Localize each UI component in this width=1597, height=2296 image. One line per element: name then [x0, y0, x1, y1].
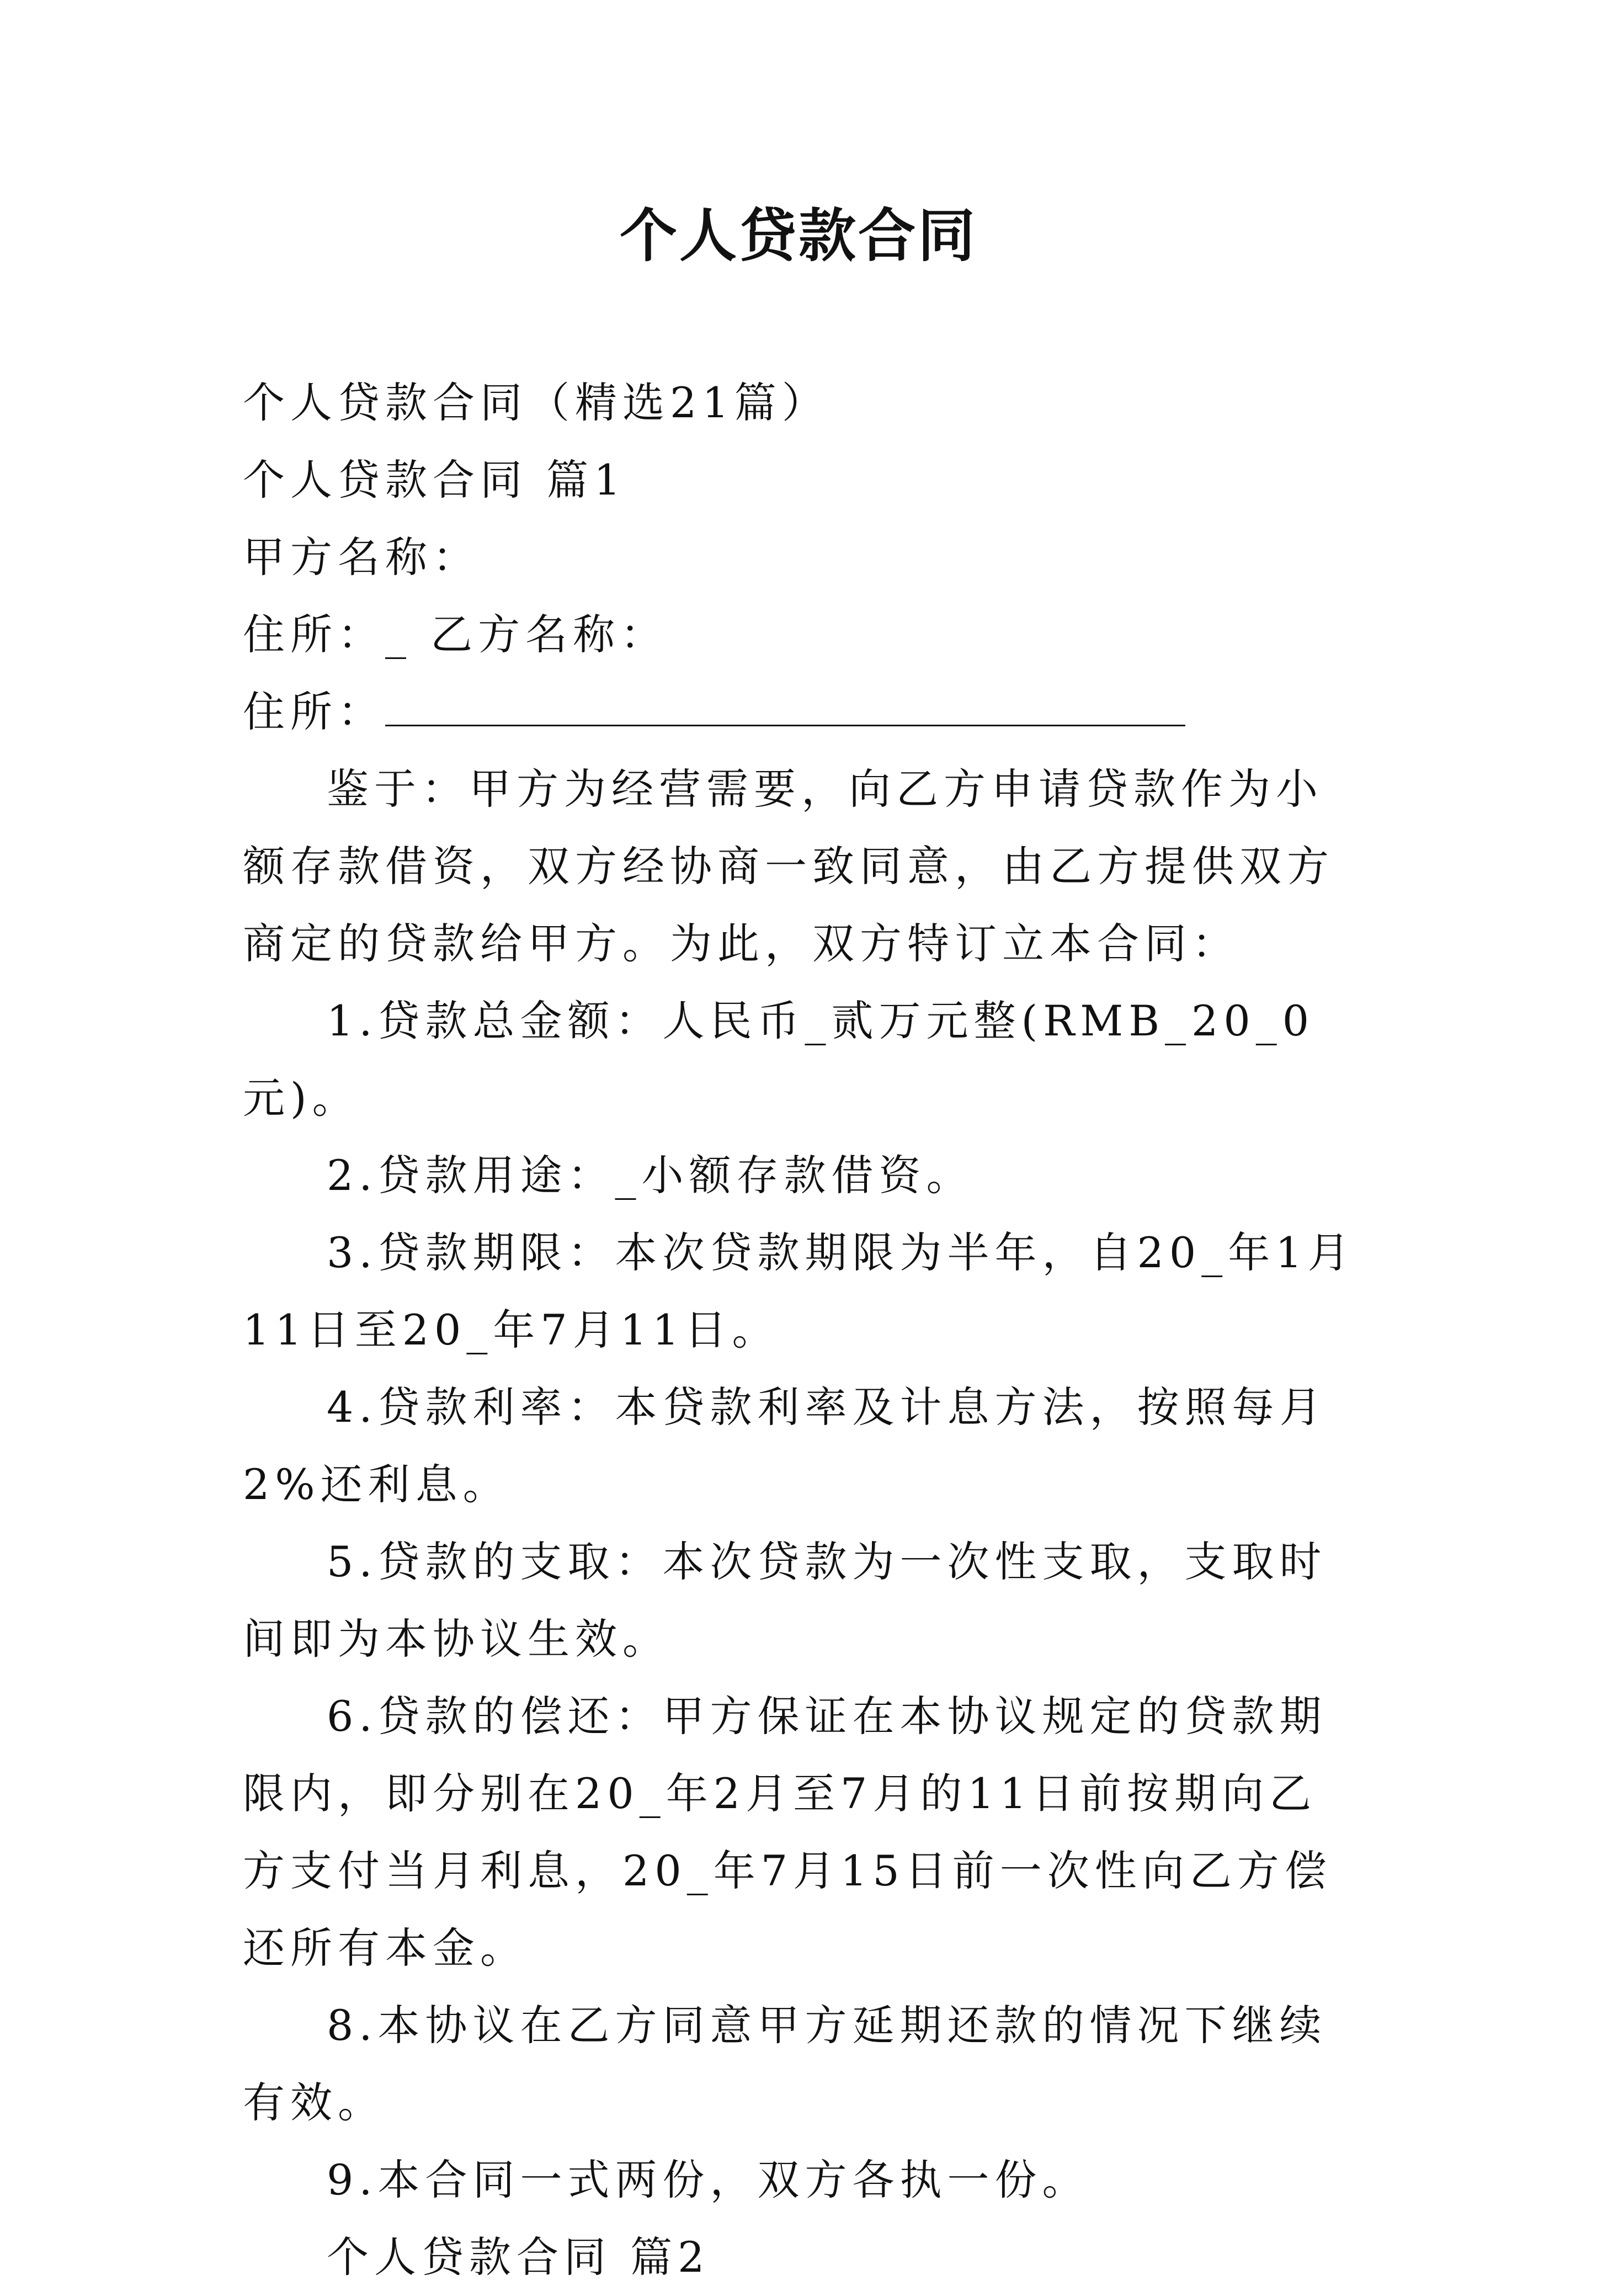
clause-3-term: 3.贷款期限：本次贷款期限为半年，自20_年1月11日至20_年7月11日。	[243, 1228, 1355, 1354]
clause-9-copies: 9.本合同一式两份，双方各执一份。	[327, 2155, 1090, 2204]
document-title: 个人贷款合同	[619, 201, 977, 269]
collection-heading: 个人贷款合同（精选21篇）	[243, 378, 829, 427]
address-party-b-name: 住所：_ 乙方名称：	[243, 610, 668, 659]
party-a-name: 甲方名称：	[243, 533, 480, 582]
clause-5-withdrawal: 5.贷款的支取：本次贷款为一次性支取，支取时间即为本协议生效。	[243, 1537, 1327, 1663]
clause-8-extension: 8.本协议在乙方同意甲方延期还款的情况下继续有效。	[243, 2001, 1327, 2127]
address-line	[243, 673, 1363, 751]
preamble-paragraph: 鉴于：甲方为经营需要，向乙方申请贷款作为小额存款借资，双方经协商一致同意，由乙方提供双方商定的贷款给甲方。为此，双方特订立本合同：	[243, 764, 1334, 968]
section-heading-2: 个人贷款合同 篇2	[327, 2233, 710, 2282]
clause-4-rate: 4.贷款利率：本贷款利率及计息方法，按照每月2%还利息。	[243, 1383, 1327, 1509]
section-heading-1: 个人贷款合同 篇1	[243, 455, 626, 504]
address-label: 住所：	[243, 687, 385, 736]
document-body	[243, 364, 1363, 751]
contract-clauses	[243, 751, 1363, 2296]
clause-6-repayment: 6.贷款的偿还：甲方保证在本协议规定的贷款期限内，即分别在20_年2月至7月的11日前按期向乙方支付当月利息，20_年7月15日前一次性向乙方偿还所有本金。	[243, 1692, 1332, 1973]
clause-2-purpose: 2.贷款用途：_小额存款借资。	[327, 1151, 974, 1200]
address-blank-line	[385, 686, 1185, 726]
clause-1-amount: 1.贷款总金额：人民币_贰万元整(RMB_20_0元)。	[243, 996, 1315, 1123]
